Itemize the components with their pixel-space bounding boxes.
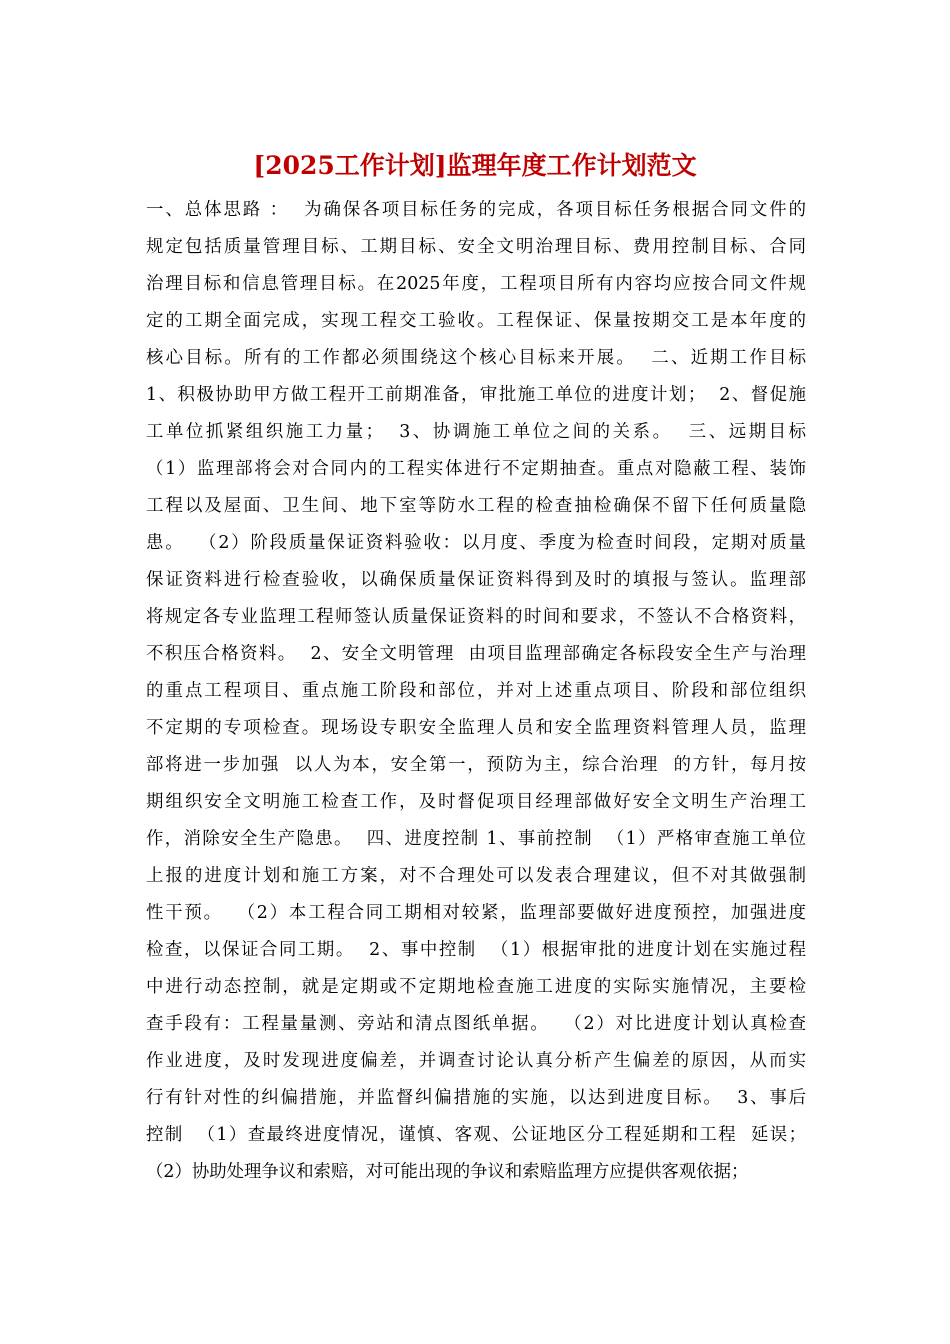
body-text-line: 期组织安全文明施工检查工作，及时督促项目经理部做好安全文明生产治理工 xyxy=(146,792,806,812)
body-text-line: 1、积极协助甲方做工程开工前期准备，审批施工单位的进度计划； 2、督促施 xyxy=(146,385,806,405)
body-text-line: 部将进一步加强 以人为本，安全第一，预防为主，综合治理 的方针，每月按 xyxy=(146,755,806,775)
body-text-line: 定的工期全面完成，实现工程交工验收。工程保证、保量按期交工是本年度的 xyxy=(146,311,806,331)
body-text-line: 一、总体思路 ： 为确保各项目标任务的完成，各项目标任务根据合同文件的 xyxy=(146,200,806,220)
body-text-line: 不定期的专项检查。现场设专职安全监理人员和安全监理资料管理人员，监理 xyxy=(146,718,806,738)
body-text-line: （2）协助处理争议和索赔，对可能出现的争议和索赔监理方应提供客观依据； xyxy=(146,1162,749,1182)
body-text-line: 不积压合格资料。 2、安全文明管理 由项目监理部确定各标段安全生产与治理 xyxy=(146,644,806,664)
body-text-line: 上报的进度计划和施工方案，对不合理处可以发表合理建议，但不对其做强制 xyxy=(146,866,806,886)
body-text-line: 工单位抓紧组织施工力量； 3、协调施工单位之间的关系。 三、远期目标 xyxy=(146,422,806,442)
document-body xyxy=(146,192,806,1191)
body-text-line: 控制 （1）查最终进度情况，谨慎、客观、公证地区分工程延期和工程 延误； xyxy=(146,1125,806,1145)
body-text-line: 保证资料进行检查验收，以确保质量保证资料得到及时的填报与签认。监理部 xyxy=(146,570,806,590)
body-text-line: 行有针对性的纠偏措施，并监督纠偏措施的实施，以达到进度目标。 3、事后 xyxy=(146,1088,806,1108)
body-text-line: 规定包括质量管理目标、工期目标、安全文明治理目标、费用控制目标、合同 xyxy=(146,237,806,257)
body-text-line: 中进行动态控制，就是定期或不定期地检查施工进度的实际实施情况，主要检 xyxy=(146,977,806,997)
body-text-line: 作，消除安全生产隐患。 四、进度控制 1、事前控制 （1）严格审查施工单位 xyxy=(146,829,806,849)
body-text-line: 作业进度，及时发现进度偏差，并调查讨论认真分析产生偏差的原因，从而实 xyxy=(146,1051,806,1071)
body-text-line: 的重点工程项目、重点施工阶段和部位，并对上述重点项目、阶段和部位组织 xyxy=(146,681,806,701)
body-text-line: （1）监理部将会对合同内的工程实体进行不定期抽查。重点对隐蔽工程、装饰 xyxy=(146,459,806,479)
document-title: [2025工作计划]监理年度工作计划范文 xyxy=(253,151,697,180)
body-text-line: 将规定各专业监理工程师签认质量保证资料的时间和要求，不签认不合格资料， xyxy=(146,607,806,627)
body-text-line: 性干预。 （2）本工程合同工期相对较紧，监理部要做好进度预控，加强进度 xyxy=(146,903,806,923)
body-text-line: 治理目标和信息管理目标。在2025年度，工程项目所有内容均应按合同文件规 xyxy=(146,274,806,294)
body-text-line: 患。 （2）阶段质量保证资料验收：以月度、季度为检查时间段，定期对质量 xyxy=(146,533,806,553)
body-text-line: 查手段有：工程量量测、旁站和清点图纸单据。 （2）对比进度计划认真检查 xyxy=(146,1014,806,1034)
body-text-line: 检查，以保证合同工期。 2、事中控制 （1）根据审批的进度计划在实施过程 xyxy=(146,940,806,960)
body-text-line: 工程以及屋面、卫生间、地下室等防水工程的检查抽检确保不留下任何质量隐 xyxy=(146,496,806,516)
body-text-line: 核心目标。所有的工作都必须围绕这个核心目标来开展。 二、近期工作目标 xyxy=(146,348,806,368)
